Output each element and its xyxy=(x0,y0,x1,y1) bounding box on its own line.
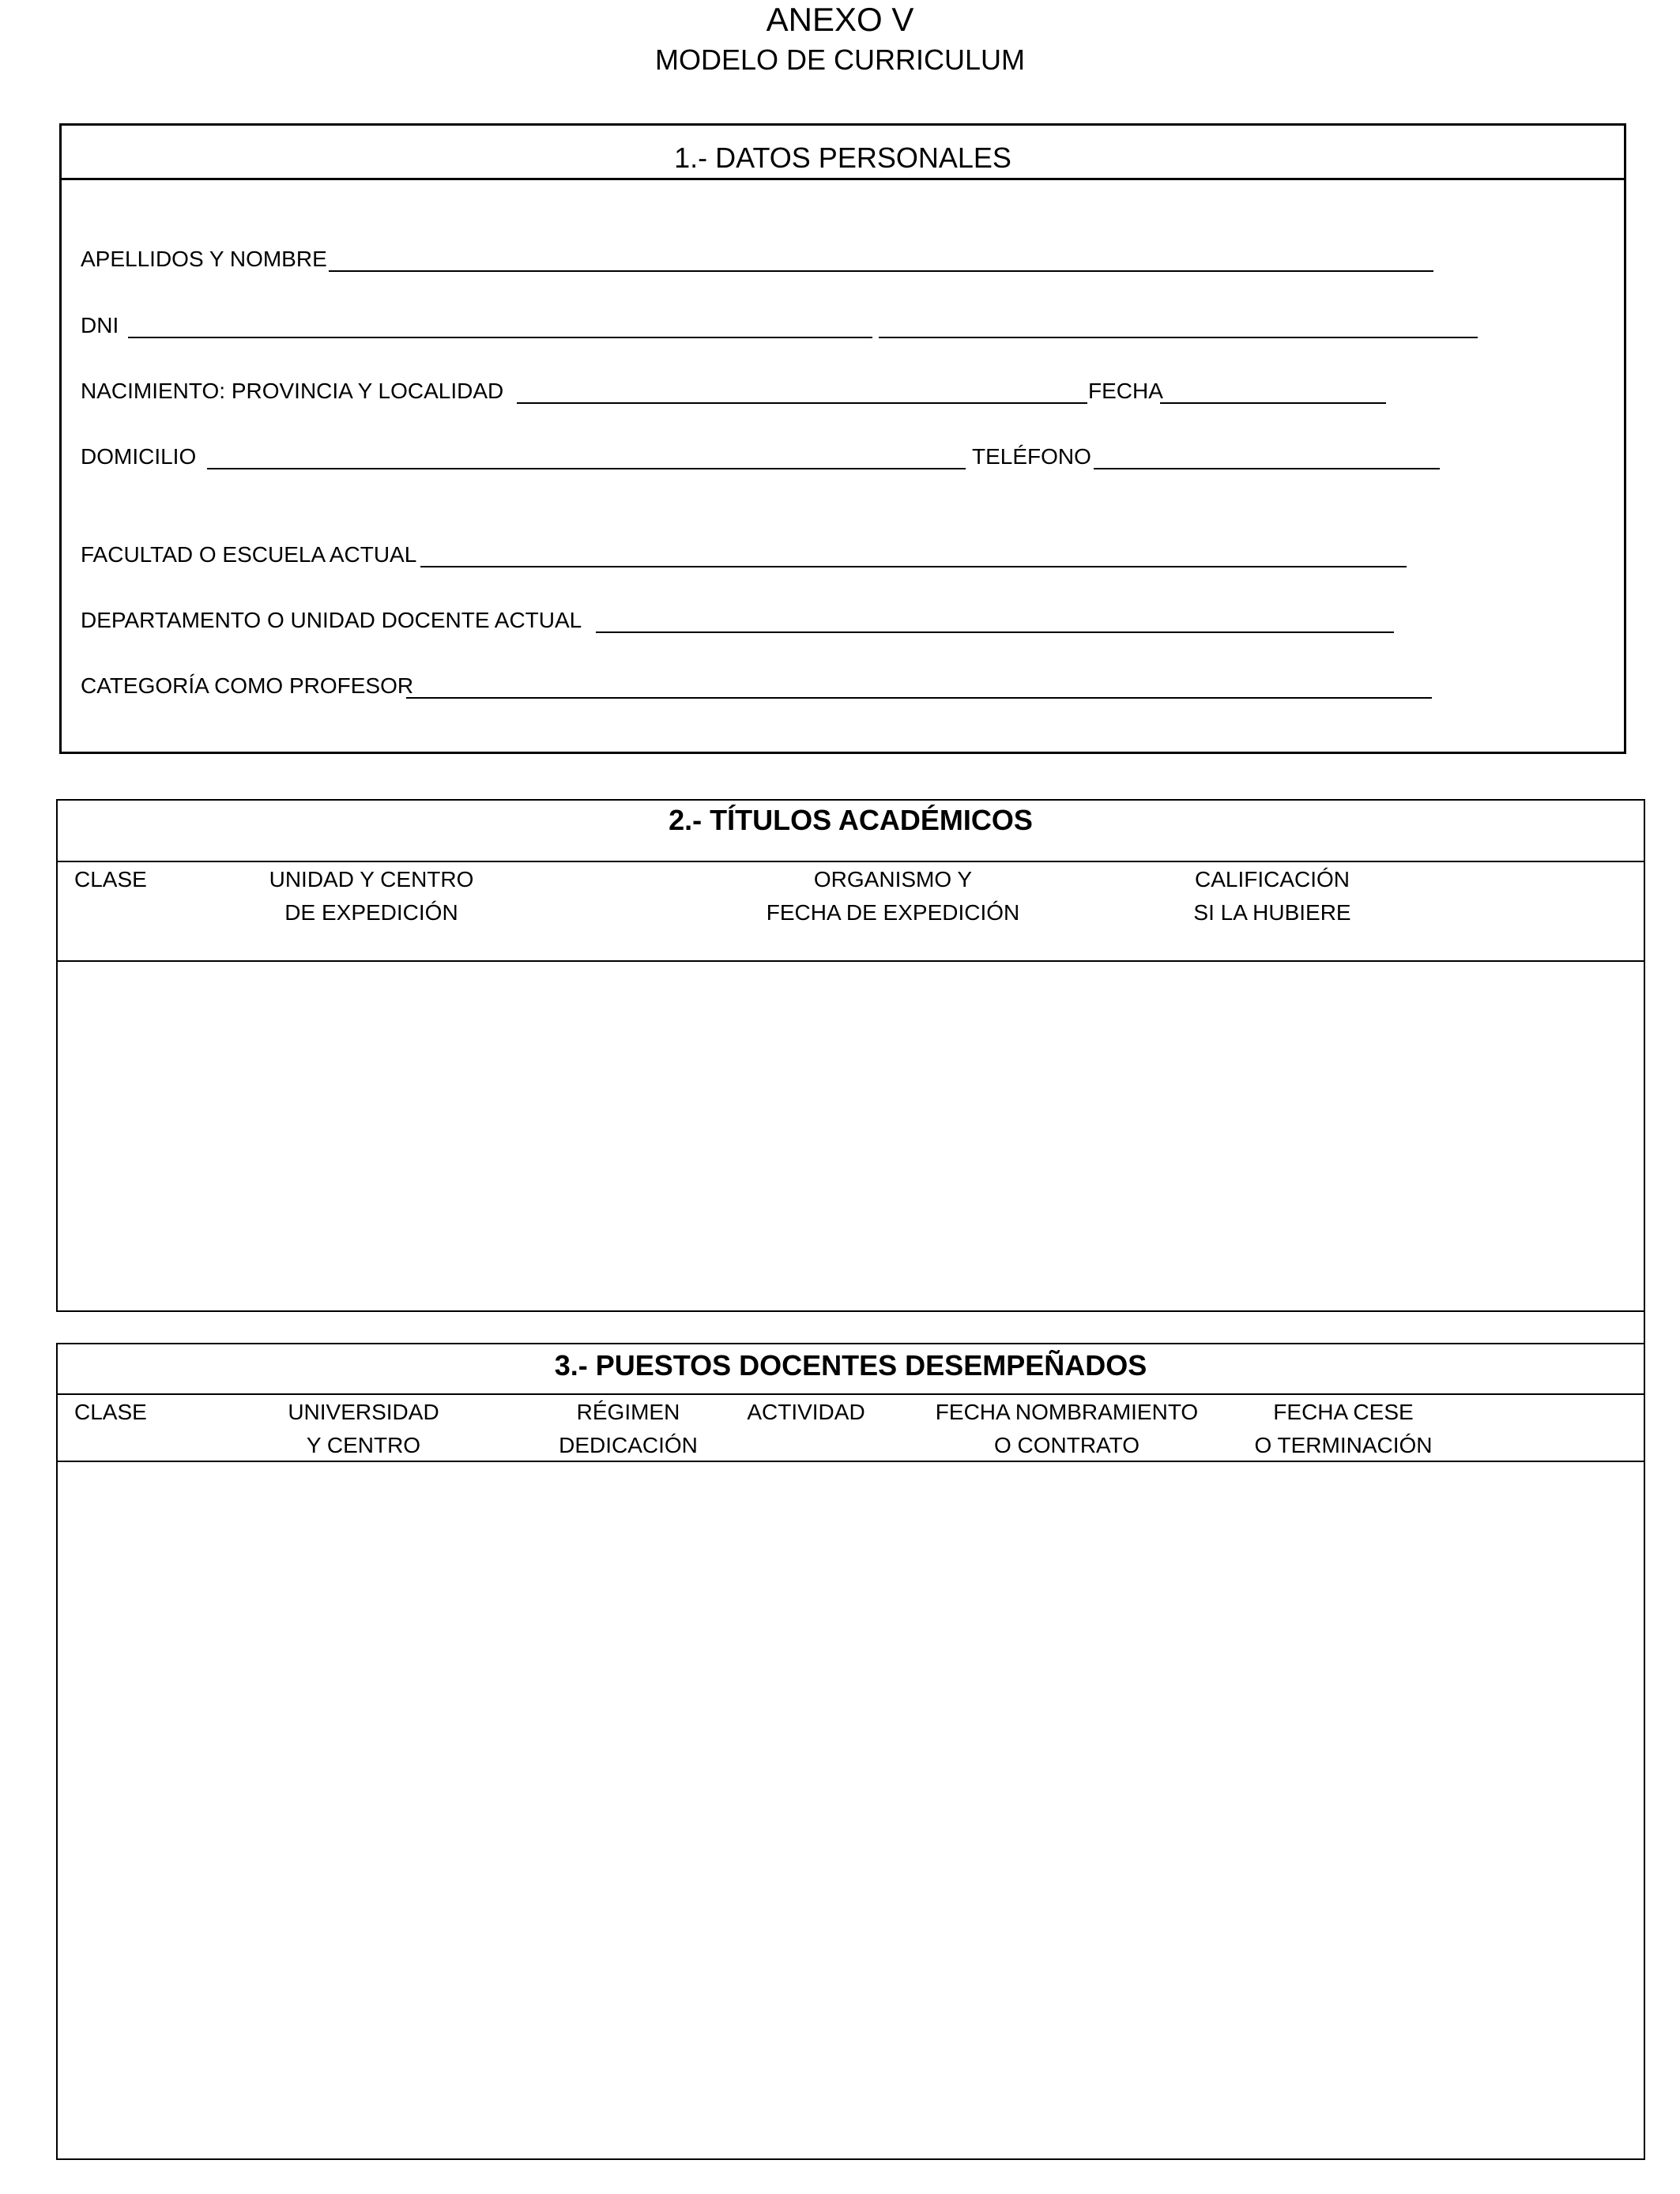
section-3-col-regimen: RÉGIMEN DEDICACIÓN xyxy=(559,1400,698,1457)
section-3-col-actividad: ACTIVIDAD xyxy=(747,1400,865,1424)
section-2-col-unidad: UNIDAD Y CENTRO DE EXPEDICIÓN xyxy=(269,867,474,925)
field-line-facultad[interactable] xyxy=(420,566,1407,567)
section-3-col-universidad: UNIVERSIDAD Y CENTRO xyxy=(288,1400,439,1457)
section-2-col-clase: CLASE xyxy=(74,867,147,892)
field-label-categoria: CATEGORÍA COMO PROFESOR xyxy=(81,673,414,698)
field-label-fecha: FECHA xyxy=(1088,379,1163,403)
section-3-col-fecha-cese: FECHA CESE O TERMINACIÓN xyxy=(1254,1400,1433,1457)
document-subtitle: MODELO DE CURRICULUM xyxy=(654,43,1026,76)
field-label-facultad: FACULTAD O ESCUELA ACTUAL xyxy=(81,542,417,567)
field-label-dni: DNI xyxy=(81,313,119,337)
field-line-departamento[interactable] xyxy=(596,631,1394,633)
field-line-fecha[interactable] xyxy=(1160,402,1386,404)
field-line-dni-1[interactable] xyxy=(128,337,872,338)
field-label-apellidos: APELLIDOS Y NOMBRE xyxy=(81,247,327,271)
field-line-nacimiento[interactable] xyxy=(517,402,1087,404)
document-title: ANEXO V xyxy=(766,1,914,38)
section-1-header-divider xyxy=(59,178,1626,180)
section-connector-line xyxy=(1644,1310,1645,1344)
field-label-nacimiento: NACIMIENTO: PROVINCIA Y LOCALIDAD xyxy=(81,379,504,403)
field-line-dni-2[interactable] xyxy=(879,337,1478,338)
section-2-col-calificacion: CALIFICACIÓN SI LA HUBIERE xyxy=(1193,867,1351,925)
field-label-telefono: TELÉFONO xyxy=(972,444,1091,469)
section-2-entry-area[interactable] xyxy=(58,962,1644,1310)
field-label-domicilio: DOMICILIO xyxy=(81,444,197,469)
field-line-telefono[interactable] xyxy=(1094,468,1440,469)
field-line-apellidos[interactable] xyxy=(329,270,1433,272)
section-3-entry-area[interactable] xyxy=(58,1462,1644,2158)
field-line-domicilio[interactable] xyxy=(207,468,966,469)
section-1-title: 1.- DATOS PERSONALES xyxy=(674,141,1011,174)
field-line-categoria[interactable] xyxy=(406,697,1432,699)
section-3-col-clase: CLASE xyxy=(74,1400,147,1424)
section-personal-data xyxy=(59,123,1626,754)
section-3-col-fecha-nombramiento: FECHA NOMBRAMIENTO O CONTRATO xyxy=(935,1400,1199,1457)
section-2-header-divider xyxy=(56,861,1645,862)
section-2-col-organismo: ORGANISMO Y FECHA DE EXPEDICIÓN xyxy=(766,867,1020,925)
field-label-departamento: DEPARTAMENTO O UNIDAD DOCENTE ACTUAL xyxy=(81,608,582,632)
section-3-title: 3.- PUESTOS DOCENTES DESEMPEÑADOS xyxy=(554,1349,1147,1382)
section-3-header-divider xyxy=(56,1393,1645,1395)
section-2-title: 2.- TÍTULOS ACADÉMICOS xyxy=(669,804,1033,836)
